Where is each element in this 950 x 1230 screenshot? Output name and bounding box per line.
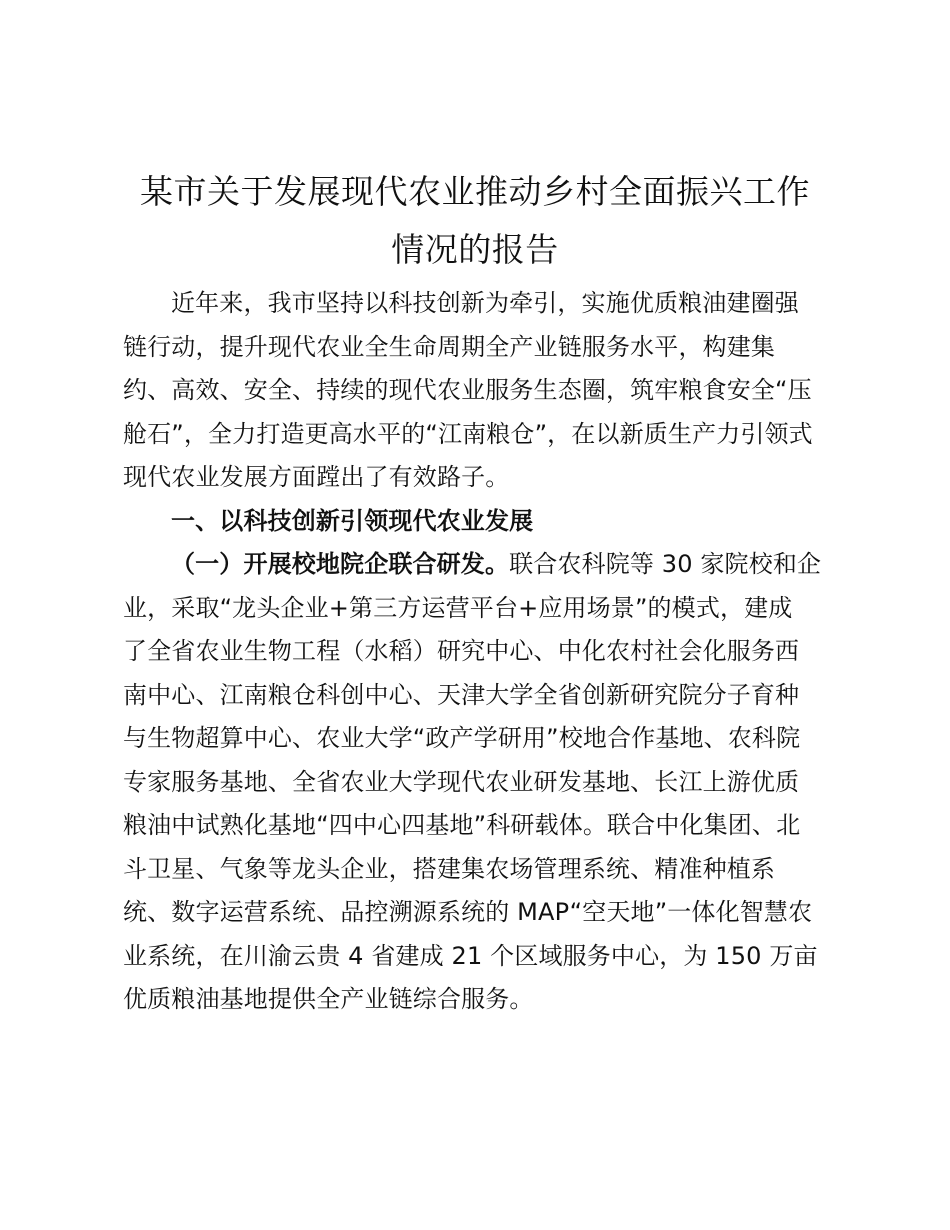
subsection-text: 联合农科院等 30 家院校和企 — [509, 550, 822, 578]
subsection-heading: （一）开展校地院企联合研发。 — [171, 550, 510, 578]
title-line-2: 情况的报告 — [391, 230, 559, 269]
section-heading: 一、以科技创新引领现代农业发展 — [171, 506, 534, 535]
paragraph-line: 斗卫星、气象等龙头企业，搭建集农场管理系统、精准种植系 — [123, 854, 776, 883]
paragraph-line: 了全省农业生物工程（水稻）研究中心、中化农村社会化服务西 — [123, 637, 800, 665]
document-body — [123, 282, 835, 1022]
subsection-first-line — [123, 543, 835, 587]
paragraph-line: 业，采取“龙头企业+第三方运营平台+应用场景”的模式，建成 — [123, 593, 793, 622]
intro-line: 现代农业发展方面蹚出了有效路子。 — [123, 463, 510, 491]
intro-line: 链行动，提升现代农业全生命周期全产业链服务水平，构建集 — [123, 332, 776, 361]
intro-line: 舱石”，全力打造更高水平的“江南粮仓”，在以新质生产力引领式 — [123, 419, 813, 448]
paragraph-line: 业系统，在川渝云贵 4 省建成 21 个区域服务中心，为 150 万亩 — [123, 941, 818, 970]
title-line-1: 某市关于发展现代农业推动乡村全面振兴工作 — [140, 172, 810, 211]
paragraph-line: 统、数字运营系统、品控溯源系统的 MAP“空天地”一体化智慧农 — [123, 898, 813, 926]
paragraph-line: 优质粮油基地提供全产业链综合服务。 — [123, 985, 534, 1013]
intro-line: 约、高效、安全、持续的现代农业服务生态圈，筑牢粮食安全“压 — [123, 376, 812, 404]
paragraph-line: 粮油中试熟化基地“四中心四基地”科研载体。联合中化集团、北 — [123, 811, 801, 839]
paragraph-line: 与生物超算中心、农业大学“政产学研用”校地合作基地、农科院 — [123, 724, 801, 752]
paragraph-line: 南中心、江南粮仓科创中心、天津大学全省创新研究院分子育种 — [123, 680, 800, 709]
document-title — [110, 170, 840, 272]
intro-line: 近年来，我市坚持以科技创新为牵引，实施优质粮油建圈强 — [171, 289, 799, 317]
paragraph-line: 专家服务基地、全省农业大学现代农业研发基地、长江上游优质 — [123, 767, 800, 796]
